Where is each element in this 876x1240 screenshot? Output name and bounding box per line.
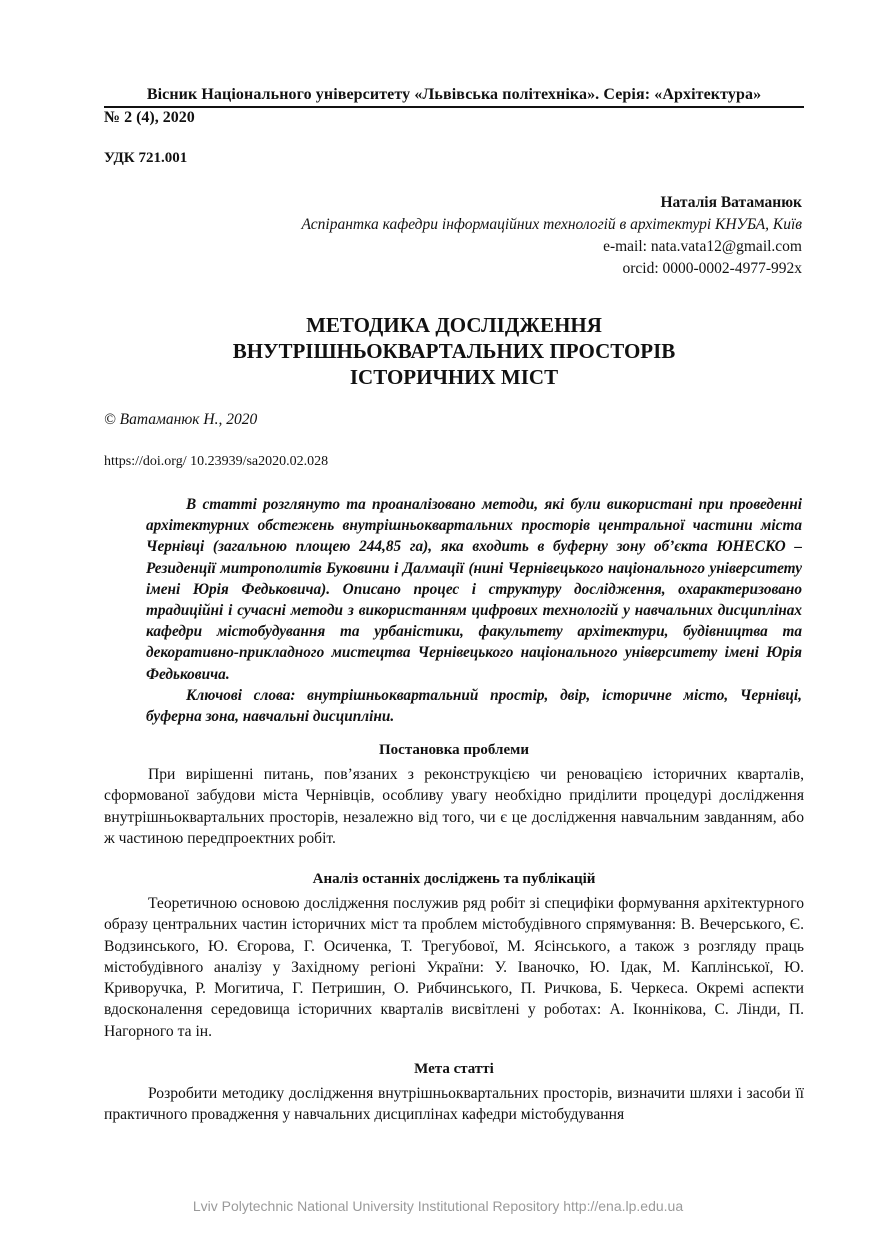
author-email: e-mail: nata.vata12@gmail.com xyxy=(603,238,802,255)
issue-number: № 2 (4), 2020 xyxy=(104,109,195,126)
author-block xyxy=(302,192,802,280)
section-paragraph: Теоретичною основою дослідження послужив ряд робіт зі специфіки формування архітектурного образу центральних частин історичних міст та проблем містобудівного спрямування: В. Вечерського, Є. Водзинського, Ю. Єгорова, Г. Осиченка, Т. Трегубової, М. Ясінського, а також з розгляду праць містобудівного аналізу у Західному регіоні України: У. Іваночко, Ю. Ідак, М. Каплінської, Ю. Криворучка, Р. Могитича, Г. Петришин, О. Рибчинського, П. Ричкова, Б. Черкеса. Окремі аспекти вдосконалення середовища історичних кварталів висвітлені у роботах: А. Іконнікова, С. Лінди, П. Нагорного та ін. xyxy=(104,895,804,1040)
abstract-text: В статті розглянуто та проаналізовано методи, які були використані при проведенні архітектурних обстежень внутрішньоквартальних просторів центральної частини міста Чернівці (загальною площею 244,85 га), яка входить в буферну зону об’єкта ЮНЕСКО – Резиденції митрополитів Буковини і Далмації (нині Чернівецького національного університету імені Юрія Федьковича). Описано процес і структуру дослідження, охарактеризовано традиційні і сучасні методи з використанням цифрових технологій у навчальних дисциплінах кафедри містобудування та урбаністики, факультету архітектури, будівництва та декоративно-прикладного мистецтва Чернівецького національного університету імені Юрія Федьковича. xyxy=(146,496,802,683)
copyright-notice: © Ватаманюк Н., 2020 xyxy=(104,411,258,428)
udk-code: УДК 721.001 xyxy=(104,150,188,166)
article-title xyxy=(104,312,804,390)
abstract xyxy=(146,494,802,727)
repository-footer: Lviv Polytechnic National University Institutional Repository http://ena.lp.edu.ua xyxy=(192,1198,684,1214)
title-line: ВНУТРІШНЬОКВАРТАЛЬНИХ ПРОСТОРІВ xyxy=(232,339,676,363)
section-heading: Мета статті xyxy=(414,1061,494,1077)
title-line: ІСТОРИЧНИХ МІСТ xyxy=(349,365,559,389)
section-heading: Аналіз останніх досліджень та публікацій xyxy=(312,871,596,887)
header-rule xyxy=(104,106,804,108)
title-line: МЕТОДИКА ДОСЛІДЖЕННЯ xyxy=(306,313,602,337)
abstract-keywords: Ключові слова: внутрішньоквартальний простір, двір, історичне місто, Чернівці, буферна зона, навчальні дисципліни. xyxy=(146,686,802,726)
doi-link[interactable]: https://doi.org/ 10.23939/sa2020.02.028 xyxy=(104,454,329,469)
section-heading: Постановка проблеми xyxy=(379,742,529,758)
author-name: Наталія Ватаманюк xyxy=(660,194,802,211)
journal-header: Вісник Національного університету «Львівська політехніка». Серія: «Архітектура» xyxy=(146,86,762,103)
author-affiliation: Аспірантка кафедри інформаційних технологій в архітектурі КНУБА, Київ xyxy=(301,216,802,233)
author-orcid: orcid: 0000-0002-4977-992x xyxy=(622,260,802,277)
section-paragraph: При вирішенні питань, пов’язаних з реконструкцією чи реновацією історичних кварталів, сформованої забудови міста Чернівців, особливу увагу необхідно приділити процедурі дослідження внутрішньоквартальних просторів, незалежно від того, чи є це дослідження навчальним завданням, або ж частиною передпроектних робіт. xyxy=(104,766,804,847)
section-paragraph: Розробити методику дослідження внутрішньоквартальних просторів, визначити шляхи і засоби її практичного провадження у навчальних дисциплінах кафедри містобудування xyxy=(104,1085,804,1124)
